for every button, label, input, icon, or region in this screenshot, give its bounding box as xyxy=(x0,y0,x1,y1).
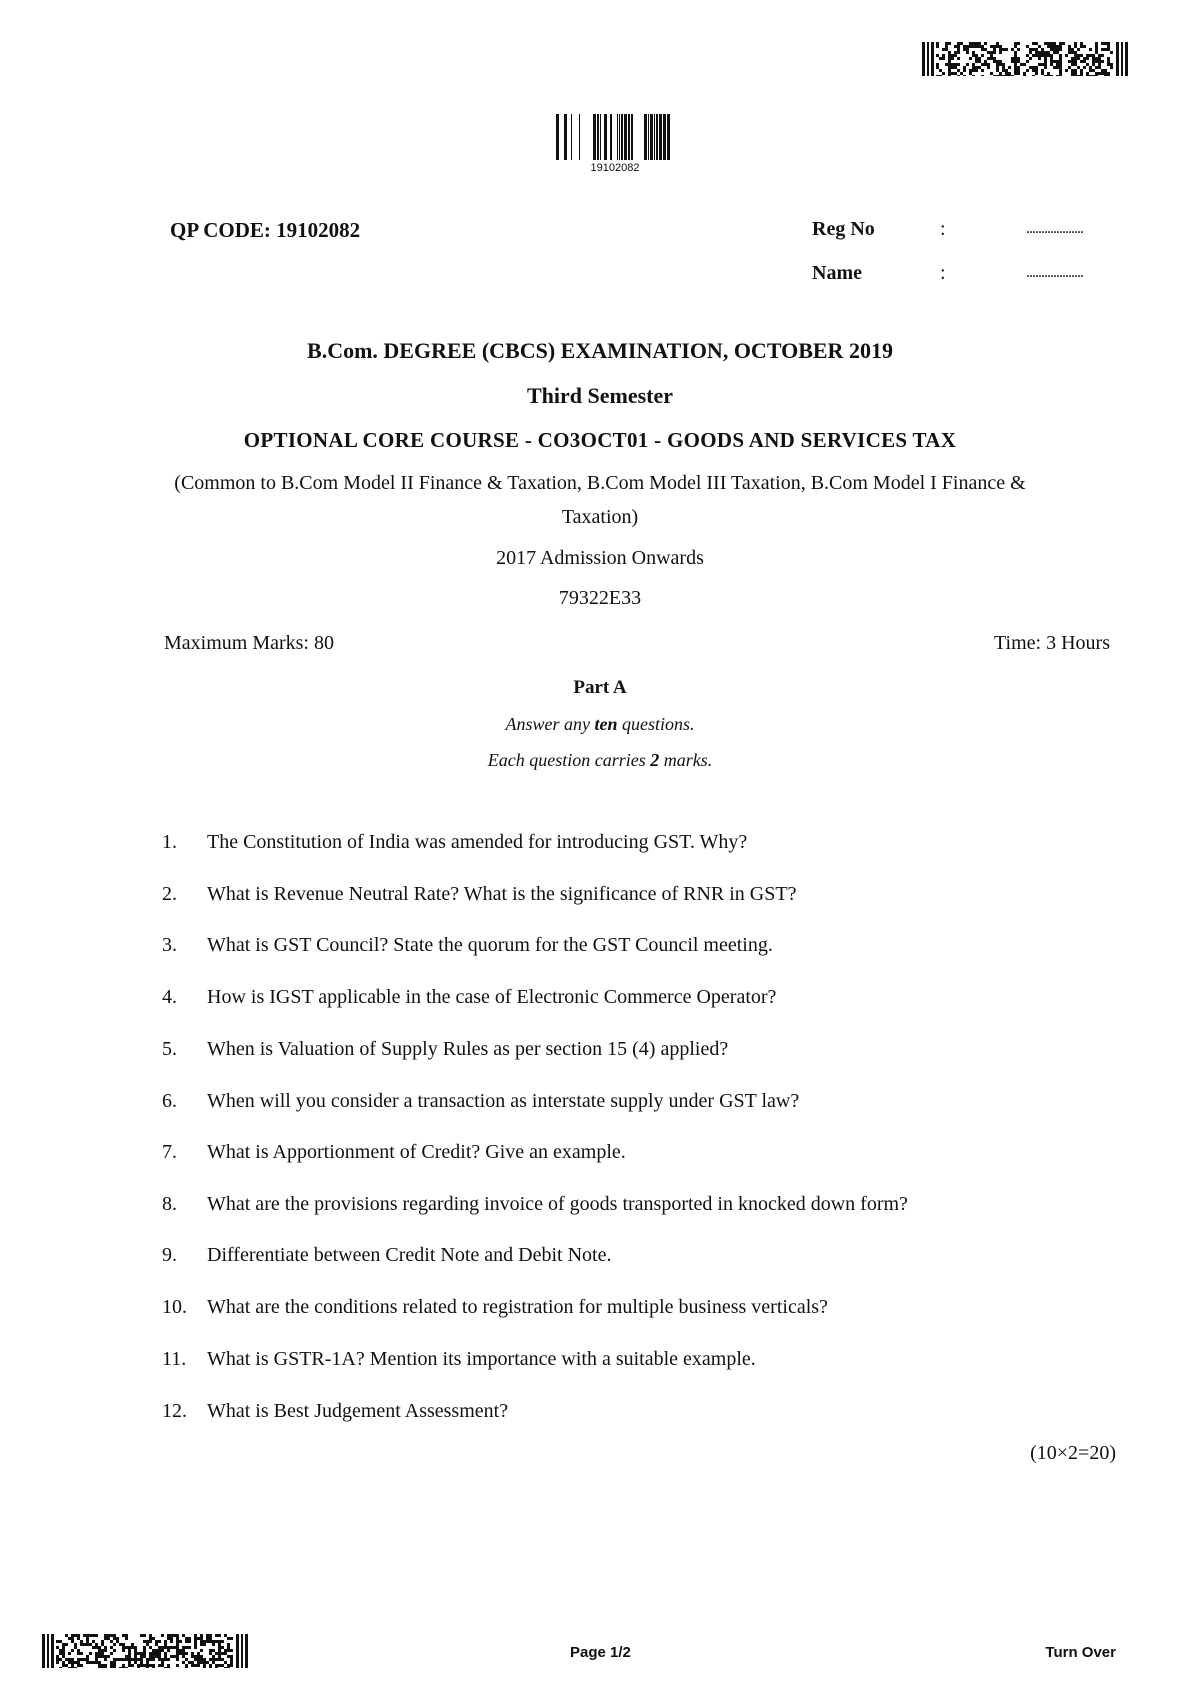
part-a-total-marks: (10×2=20) xyxy=(1030,1442,1116,1464)
semester: Third Semester xyxy=(526,383,674,408)
question-text: When will you consider a transaction as interstate supply under GST law? xyxy=(207,1090,800,1112)
barcode-icon xyxy=(42,1634,248,1668)
reg-no-field: ................... xyxy=(1026,220,1083,237)
linear-barcode-icon xyxy=(556,114,674,160)
admission-line: 2017 Admission Onwards xyxy=(496,547,704,569)
question-text: What are the provisions regarding invoice of goods transported in knocked down form? xyxy=(207,1193,908,1215)
name-label: Name xyxy=(812,262,862,284)
question-text: The Constitution of India was amended for introducing GST. Why? xyxy=(207,831,748,853)
center-barcode xyxy=(556,114,674,174)
question-number: 2. xyxy=(162,883,177,905)
question-text: What is Apportionment of Credit? Give an example. xyxy=(207,1141,626,1163)
reg-no-colon: : xyxy=(940,218,946,240)
question-text: What is GST Council? State the quorum for the GST Council meeting. xyxy=(207,934,773,956)
paper-code: 79322E33 xyxy=(558,587,642,609)
question-number: 5. xyxy=(162,1038,177,1060)
question-text: What is Revenue Neutral Rate? What is the significance of RNR in GST? xyxy=(207,883,797,905)
maximum-marks: Maximum Marks: 80 xyxy=(164,632,334,654)
part-a-instruction-2: Each question carries 2 marks. xyxy=(487,750,713,770)
qp-code: QP CODE: 19102082 xyxy=(170,218,361,242)
question-number: 7. xyxy=(162,1141,177,1163)
question-number: 11. xyxy=(162,1348,187,1370)
bottom-left-barcode xyxy=(42,1634,248,1668)
common-note-line2: Taxation) xyxy=(561,506,639,528)
question-number: 3. xyxy=(162,934,177,956)
top-right-barcode xyxy=(922,42,1128,76)
reg-no-label: Reg No xyxy=(812,218,875,240)
time-allowed: Time: 3 Hours xyxy=(994,632,1110,654)
question-text: What is GSTR-1A? Mention its importance with a suitable example. xyxy=(207,1348,756,1370)
question-text: When is Valuation of Supply Rules as per section 15 (4) applied? xyxy=(207,1038,729,1060)
question-number: 8. xyxy=(162,1193,177,1215)
question-number: 10. xyxy=(162,1296,187,1318)
part-a-title: Part A xyxy=(573,677,627,698)
question-number: 9. xyxy=(162,1244,177,1266)
turn-over: Turn Over xyxy=(1045,1644,1116,1661)
question-number: 1. xyxy=(162,831,177,853)
course-title: OPTIONAL CORE COURSE - CO3OCT01 - GOODS AND SERVICES TAX xyxy=(243,428,957,452)
barcode-number: 19102082 xyxy=(590,162,640,174)
name-field: ................... xyxy=(1026,264,1083,281)
question-number: 12. xyxy=(162,1400,187,1422)
barcode-icon xyxy=(922,42,1128,76)
part-a-instruction-1: Answer any ten questions. xyxy=(505,714,695,734)
common-note-line1: (Common to B.Com Model II Finance & Taxation, B.Com Model III Taxation, B.Com Model I Finance & xyxy=(174,472,1026,494)
question-text: What is Best Judgement Assessment? xyxy=(207,1400,509,1422)
page-number: Page 1/2 xyxy=(570,1644,631,1661)
name-colon: : xyxy=(940,262,946,284)
question-number: 6. xyxy=(162,1090,177,1112)
exam-title: B.Com. DEGREE (CBCS) EXAMINATION, OCTOBER 2019 xyxy=(307,338,893,363)
question-number: 4. xyxy=(162,986,177,1008)
question-text: Differentiate between Credit Note and Debit Note. xyxy=(207,1244,612,1266)
question-text: What are the conditions related to registration for multiple business verticals? xyxy=(207,1296,828,1318)
question-text: How is IGST applicable in the case of Electronic Commerce Operator? xyxy=(207,986,777,1008)
